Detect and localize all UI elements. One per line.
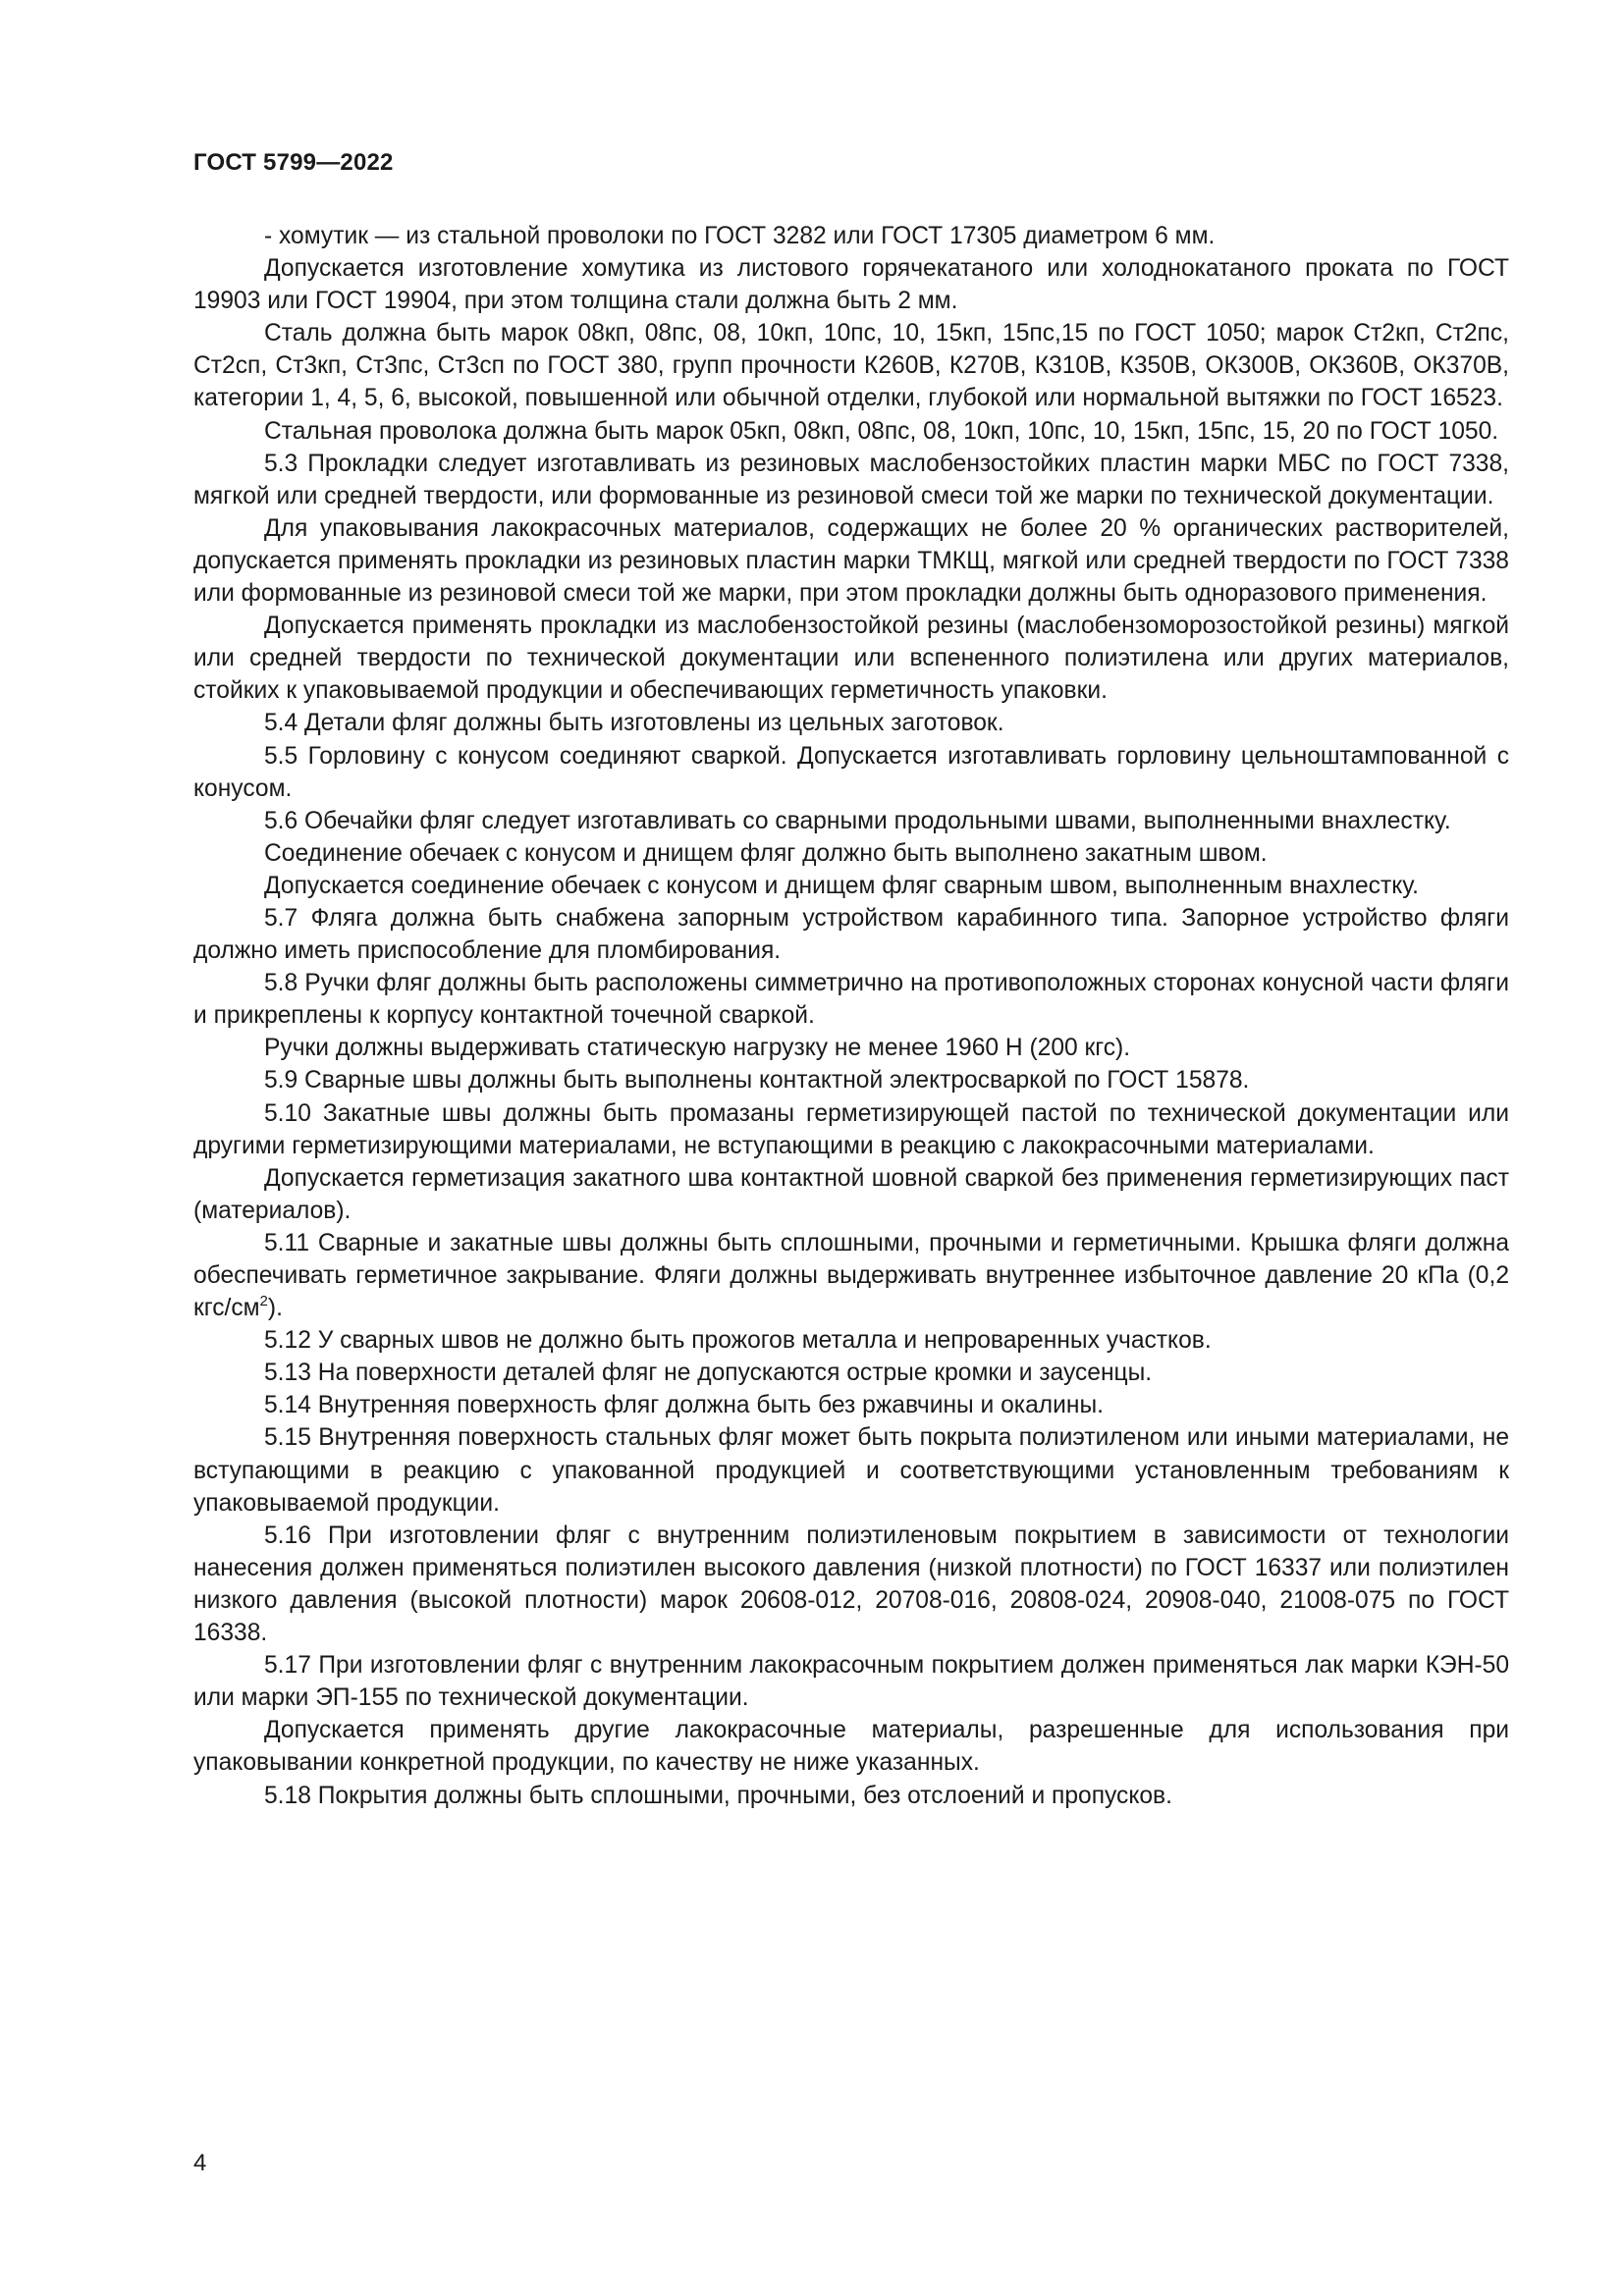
paragraph-5-11 [193, 1227, 1509, 1324]
paragraph-5-5: 5.5 Горловину с конусом соединяют сваркой. Допускается изготавливать горловину цельноштампованной с конусом. [193, 742, 1509, 802]
paragraph-steel-grades: Сталь должна быть марок 08кп, 08пс, 08, 10кп, 10пс, 10, 15кп, 15пс,15 по ГОСТ 1050; марок Ст2кп, Ст2пс, Ст2сп, Ст3кп, Ст3пс, Ст3сп по ГОСТ 380, групп прочности К260В, К270В, К310В, К350В, ОК300В, ОК360В, ОК370В, категории 1, 4, 5, 6, высокой, повышенной или обычной отделки, глубокой или нормальной вытяжки по ГОСТ 16523. [193, 320, 1509, 412]
paragraph-5-8: 5.8 Ручки фляг должны быть расположены симметрично на противоположных сторонах конусной части фляги и прикреплены к корпусу контактной точечной сваркой. [193, 970, 1509, 1030]
paragraph-5-18: 5.18 Покрытия должны быть сплошными, прочными, без отслоений и пропусков. [264, 1782, 1172, 1809]
paragraph-5-6: 5.6 Обечайки фляг следует изготавливать со сварными продольными швами, выполненными внахлестку. [264, 807, 1451, 834]
paragraph-alt-gaskets: Допускается применять прокладки из маслобензостойкой резины (маслобензоморозостойкой резины) мягкой или средней твердости по технической документации или вспененного полиэтилена или других материалов, стойких к упаковываемой продукции и обеспечивающих герметичность упаковки. [193, 613, 1509, 705]
paragraph-5-3: 5.3 Прокладки следует изготавливать из резиновых маслобензостойких пластин марки МБС по ГОСТ 7338, мягкой или средней твердости, или формованные из резиновой смеси той же марки по технической документации. [193, 450, 1509, 509]
paragraph-5-11-tail: ). [267, 1295, 283, 1322]
paragraph-seam-join: Соединение обечаек с конусом и днищем фляг должно быть выполнено закатным швом. [264, 839, 1268, 867]
paragraph-seam-sealing: Допускается герметизация закатного шва контактной шовной сваркой без применения герметизирующих паст (материалов). [193, 1164, 1509, 1224]
paragraph-seam-alt: Допускается соединение обечаек с конусом и днищем фляг сварным швом, выполненным внахлестку. [264, 872, 1419, 899]
paragraph-5-13: 5.13 На поверхности деталей фляг не допускаются острые кромки и заусенцы. [264, 1360, 1153, 1387]
paragraph-handle-load: Ручки должны выдерживать статическую нагрузку не менее 1960 Н (200 кгс). [264, 1035, 1131, 1062]
paragraph-steel-wire: Стальная проволока должна быть марок 05кп, 08кп, 08пс, 08, 10кп, 10пс, 10, 15кп, 15пс, 15, 20 по ГОСТ 1050. [264, 417, 1499, 445]
paragraph-5-12: 5.12 У сварных швов не должно быть прожогов металла и непроваренных участков. [264, 1327, 1212, 1355]
paragraph-5-9: 5.9 Сварные швы должны быть выполнены контактной электросваркой по ГОСТ 15878. [264, 1067, 1250, 1095]
paragraph-5-14: 5.14 Внутренняя поверхность фляг должна быть без ржавчины и окалины. [264, 1392, 1104, 1419]
paragraph-clamp-sheet: Допускается изготовление хомутика из листового горячекатаного или холоднокатаного проката по ГОСТ 19903 или ГОСТ 19904, при этом толщина стали должна быть 2 мм. [193, 255, 1509, 315]
paragraph-5-7: 5.7 Фляга должна быть снабжена запорным устройством карабинного типа. Запорное устройство фляги должно иметь приспособление для пломбирования. [193, 904, 1509, 965]
superscript-2: 2 [259, 1293, 268, 1310]
paragraph-5-4: 5.4 Детали фляг должны быть изготовлены из цельных заготовок. [264, 710, 1004, 737]
document-header: ГОСТ 5799—2022 [193, 149, 394, 176]
paragraph-alt-paints: Допускается применять другие лакокрасочные материалы, разрешенные для использования при упаковывании конкретной продукции, по качеству не ниже указанных. [193, 1717, 1509, 1777]
paragraph-clamp-wire: - хомутик — из стальной проволоки по ГОСТ 3282 или ГОСТ 17305 диаметром 6 мм. [264, 223, 1216, 249]
paragraph-paint-gaskets: Для упаковывания лакокрасочных материалов, содержащих не более 20 % органических растворителей, допускается применять прокладки из резиновых пластин марки ТМКЩ, мягкой или средней твердости по ГОСТ 7338 или формованные из резиновой смеси той же марки, при этом прокладки должны быть одноразового применения. [193, 514, 1509, 608]
paragraph-5-11-text: 5.11 Сварные и закатные швы должны быть сплошными, прочными и герметичными. Крышка фляги должна обеспечивать герметичное закрывание. Фляги должны выдерживать внутреннее избыточное давление 20 кПа (0,2 кгс/см [193, 1229, 1509, 1322]
document-body [193, 220, 1509, 1812]
paragraph-5-16: 5.16 При изготовлении фляг с внутренним полиэтиленовым покрытием в зависимости от технологии нанесения должен применяться полиэтилен высокого давления (низкой плотности) по ГОСТ 16337 или полиэтилен низкого давления (высокой плотности) марок 20608-012, 20708-016, 20808-024, 20908-040, 21008-075 по ГОСТ 16338. [193, 1522, 1509, 1647]
paragraph-5-17: 5.17 При изготовлении фляг с внутренним лакокрасочным покрытием должен применяться лак марки КЭН-50 или марки ЭП-155 по технической документации. [193, 1652, 1509, 1712]
paragraph-5-10: 5.10 Закатные швы должны быть промазаны герметизирующей пастой по технической документации или другими герметизирующими материалами, не вступающими в реакцию с лакокрасочными материалами. [193, 1099, 1509, 1159]
page-number: 4 [193, 2150, 207, 2176]
paragraph-5-15: 5.15 Внутренняя поверхность стальных фляг может быть покрыта полиэтиленом или иными материалами, не вступающими в реакцию с упакованной продукцией и соответствующими установленным требованиям к упаковываемой продукции. [193, 1424, 1509, 1517]
